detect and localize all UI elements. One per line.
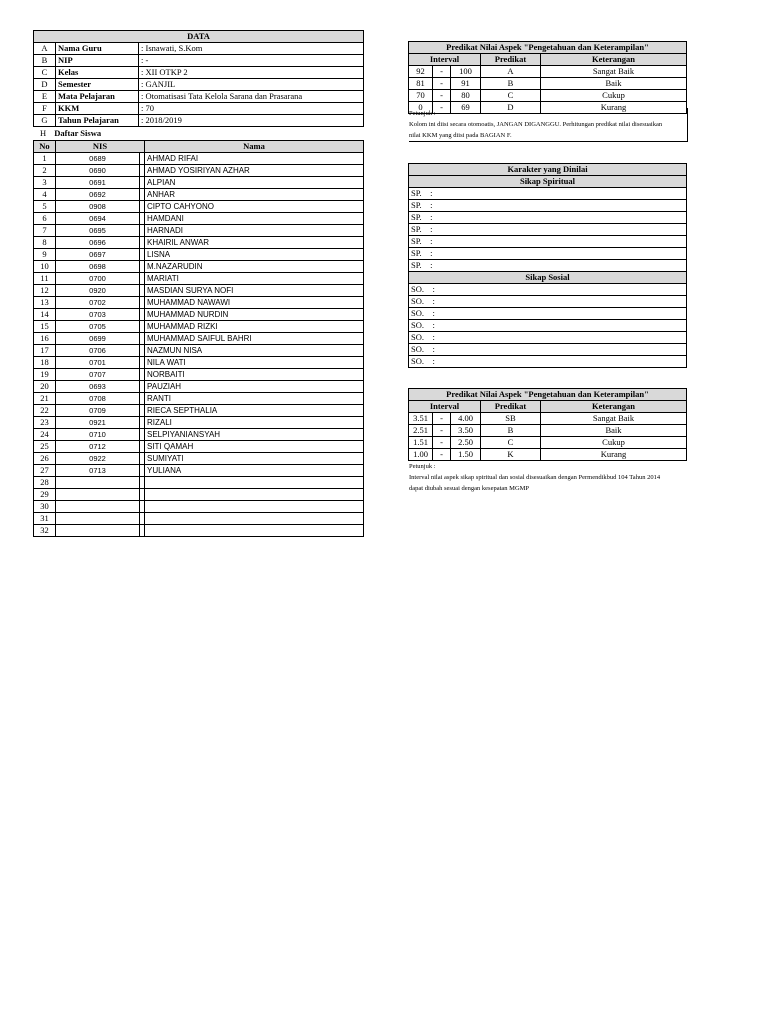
data-row-code: E bbox=[34, 91, 56, 103]
sosial-row bbox=[409, 284, 687, 296]
sosial-item: SO. : bbox=[409, 332, 687, 344]
siswa-no: 30 bbox=[34, 501, 56, 513]
predikat2-row bbox=[409, 437, 687, 449]
siswa-no: 8 bbox=[34, 237, 56, 249]
siswa-no: 29 bbox=[34, 489, 56, 501]
siswa-no: 5 bbox=[34, 201, 56, 213]
siswa-row bbox=[34, 429, 364, 441]
predikat2-max: 2.50 bbox=[451, 437, 481, 449]
siswa-title: Daftar Siswa bbox=[54, 128, 102, 138]
data-row bbox=[34, 115, 364, 127]
siswa-nama: CIPTO CAHYONO bbox=[145, 201, 364, 213]
data-row bbox=[34, 67, 364, 79]
predikat2-ket: Sangat Baik bbox=[541, 413, 687, 425]
siswa-section-label bbox=[40, 128, 101, 139]
data-row-value: : 70 bbox=[139, 103, 364, 115]
predikat2-min: 1.51 bbox=[409, 437, 433, 449]
siswa-no: 27 bbox=[34, 465, 56, 477]
data-row-label: Kelas bbox=[56, 67, 139, 79]
siswa-nis: 0690 bbox=[56, 165, 140, 177]
spiritual-item: SP. : bbox=[409, 200, 687, 212]
siswa-row bbox=[34, 477, 364, 489]
siswa-no: 21 bbox=[34, 393, 56, 405]
siswa-row bbox=[34, 213, 364, 225]
predikat1-ket: Sangat Baik bbox=[541, 66, 687, 78]
siswa-nis bbox=[56, 513, 140, 525]
siswa-nis: 0696 bbox=[56, 237, 140, 249]
predikat1-ket: Kurang bbox=[541, 102, 687, 114]
siswa-nama bbox=[145, 489, 364, 501]
siswa-no: 23 bbox=[34, 417, 56, 429]
siswa-nis: 0699 bbox=[56, 333, 140, 345]
siswa-row bbox=[34, 285, 364, 297]
siswa-nis: 0920 bbox=[56, 285, 140, 297]
siswa-nama bbox=[145, 525, 364, 537]
siswa-nis: 0709 bbox=[56, 405, 140, 417]
siswa-header-nis: NIS bbox=[56, 141, 145, 153]
predikat2-ket: Baik bbox=[541, 425, 687, 437]
predikat-2-header-predikat: Predikat bbox=[481, 401, 541, 413]
siswa-nis: 0700 bbox=[56, 273, 140, 285]
siswa-header-no: No bbox=[34, 141, 56, 153]
predikat1-sep: - bbox=[433, 102, 451, 114]
data-row-value: : 2018/2019 bbox=[139, 115, 364, 127]
siswa-row bbox=[34, 177, 364, 189]
siswa-nama bbox=[145, 501, 364, 513]
spiritual-row bbox=[409, 248, 687, 260]
predikat1-max: 100 bbox=[451, 66, 481, 78]
siswa-nama: NAZMUN NISA bbox=[145, 345, 364, 357]
siswa-nis: 0705 bbox=[56, 321, 140, 333]
siswa-nis bbox=[56, 501, 140, 513]
siswa-row bbox=[34, 297, 364, 309]
siswa-no: 22 bbox=[34, 405, 56, 417]
predikat1-row bbox=[409, 78, 687, 90]
siswa-row bbox=[34, 405, 364, 417]
spiritual-row bbox=[409, 212, 687, 224]
predikat-table-1 bbox=[408, 41, 687, 114]
siswa-nama: HAMDANI bbox=[145, 213, 364, 225]
siswa-row bbox=[34, 153, 364, 165]
siswa-header-row bbox=[34, 141, 364, 153]
predikat2-predikat: K bbox=[481, 449, 541, 461]
siswa-no: 11 bbox=[34, 273, 56, 285]
data-row-code: B bbox=[34, 55, 56, 67]
siswa-row bbox=[34, 393, 364, 405]
sosial-row bbox=[409, 308, 687, 320]
siswa-no: 3 bbox=[34, 177, 56, 189]
predikat-2-header-ket: Keterangan bbox=[541, 401, 687, 413]
data-row-label: Nama Guru bbox=[56, 43, 139, 55]
karakter-title: Karakter yang Dinilai bbox=[409, 164, 687, 176]
sosial-item: SO. : bbox=[409, 356, 687, 368]
predikat1-min: 70 bbox=[409, 90, 433, 102]
siswa-nis: 0703 bbox=[56, 309, 140, 321]
predikat-1-title: Predikat Nilai Aspek "Pengetahuan dan Keterampilan" bbox=[409, 42, 687, 54]
siswa-nama: SUMIYATI bbox=[145, 453, 364, 465]
siswa-row bbox=[34, 321, 364, 333]
sosial-row bbox=[409, 320, 687, 332]
siswa-nama: HARNADI bbox=[145, 225, 364, 237]
siswa-nama: AHMAD YOSIRIYAN AZHAR bbox=[145, 165, 364, 177]
siswa-nama: SITI QAMAH bbox=[145, 441, 364, 453]
spiritual-row bbox=[409, 260, 687, 272]
siswa-nis bbox=[56, 525, 140, 537]
predikat2-min: 1.00 bbox=[409, 449, 433, 461]
predikat1-sep: - bbox=[433, 78, 451, 90]
siswa-row bbox=[34, 237, 364, 249]
data-row-code: A bbox=[34, 43, 56, 55]
data-row-code: D bbox=[34, 79, 56, 91]
predikat2-predikat: B bbox=[481, 425, 541, 437]
siswa-row bbox=[34, 369, 364, 381]
predikat2-note-line: Petunjuk : bbox=[409, 463, 436, 470]
predikat2-note-line: Interval nilai aspek sikap spiritual dan sosial disesuaikan dengan Permendikbud 104 Tahun 2014 bbox=[409, 474, 661, 481]
spiritual-item: SP. : bbox=[409, 260, 687, 272]
siswa-row bbox=[34, 225, 364, 237]
predikat2-max: 1.50 bbox=[451, 449, 481, 461]
predikat-table-2 bbox=[408, 388, 687, 461]
predikat-1-header-predikat: Predikat bbox=[481, 54, 541, 66]
siswa-no: 25 bbox=[34, 441, 56, 453]
predikat1-predikat: A bbox=[481, 66, 541, 78]
siswa-nis: 0706 bbox=[56, 345, 140, 357]
data-row-label: NIP bbox=[56, 55, 139, 67]
siswa-table bbox=[33, 140, 364, 537]
predikat2-min: 2.51 bbox=[409, 425, 433, 437]
sosial-title-row bbox=[409, 272, 687, 284]
siswa-nama: NILA WATI bbox=[145, 357, 364, 369]
siswa-nis: 0691 bbox=[56, 177, 140, 189]
data-row-value: : Isnawati, S.Kom bbox=[139, 43, 364, 55]
siswa-nis: 0698 bbox=[56, 261, 140, 273]
siswa-no: 31 bbox=[34, 513, 56, 525]
siswa-row bbox=[34, 441, 364, 453]
siswa-no: 20 bbox=[34, 381, 56, 393]
siswa-row bbox=[34, 465, 364, 477]
data-table bbox=[33, 30, 364, 127]
siswa-no: 9 bbox=[34, 249, 56, 261]
siswa-row bbox=[34, 381, 364, 393]
siswa-nama: MASDIAN SURYA NOFI bbox=[145, 285, 364, 297]
siswa-no: 1 bbox=[34, 153, 56, 165]
siswa-no: 17 bbox=[34, 345, 56, 357]
sosial-item: SO. : bbox=[409, 284, 687, 296]
spiritual-item: SP. : bbox=[409, 248, 687, 260]
predikat-1-note bbox=[409, 108, 688, 142]
siswa-nis: 0707 bbox=[56, 369, 140, 381]
spiritual-item: SP. : bbox=[409, 188, 687, 200]
data-row-label: Semester bbox=[56, 79, 139, 91]
data-row bbox=[34, 79, 364, 91]
siswa-no: 6 bbox=[34, 213, 56, 225]
predikat1-sep: - bbox=[433, 90, 451, 102]
siswa-nama: RIECA SEPTHALIA bbox=[145, 405, 364, 417]
data-title-row bbox=[34, 31, 364, 43]
spiritual-row bbox=[409, 200, 687, 212]
predikat1-ket: Baik bbox=[541, 78, 687, 90]
siswa-no: 18 bbox=[34, 357, 56, 369]
siswa-no: 15 bbox=[34, 321, 56, 333]
siswa-no: 10 bbox=[34, 261, 56, 273]
siswa-nama: ALPIAN bbox=[145, 177, 364, 189]
siswa-nis: 0702 bbox=[56, 297, 140, 309]
siswa-row bbox=[34, 333, 364, 345]
siswa-row bbox=[34, 357, 364, 369]
data-row-value: : Otomatisasi Tata Kelola Sarana dan Prasarana bbox=[139, 91, 364, 103]
siswa-nama: MARIATI bbox=[145, 273, 364, 285]
data-row-value: : XII OTKP 2 bbox=[139, 67, 364, 79]
predikat2-max: 4.00 bbox=[451, 413, 481, 425]
data-row-code: G bbox=[34, 115, 56, 127]
predikat1-row bbox=[409, 90, 687, 102]
predikat-2-header-interval: Interval bbox=[409, 401, 481, 413]
predikat1-max: 69 bbox=[451, 102, 481, 114]
siswa-no: 14 bbox=[34, 309, 56, 321]
predikat1-note-line: nilai KKM yang diisi pada BAGIAN F. bbox=[409, 132, 512, 139]
siswa-no: 19 bbox=[34, 369, 56, 381]
siswa-nis: 0692 bbox=[56, 189, 140, 201]
siswa-no: 24 bbox=[34, 429, 56, 441]
data-row bbox=[34, 103, 364, 115]
siswa-no: 16 bbox=[34, 333, 56, 345]
predikat1-min: 92 bbox=[409, 66, 433, 78]
predikat2-max: 3.50 bbox=[451, 425, 481, 437]
sosial-item: SO. : bbox=[409, 344, 687, 356]
predikat1-min: 0 bbox=[409, 102, 433, 114]
sosial-row bbox=[409, 332, 687, 344]
data-row bbox=[34, 91, 364, 103]
predikat1-ket: Cukup bbox=[541, 90, 687, 102]
siswa-row bbox=[34, 525, 364, 537]
predikat1-max: 80 bbox=[451, 90, 481, 102]
spiritual-title: Sikap Spiritual bbox=[409, 176, 687, 188]
siswa-nis: 0921 bbox=[56, 417, 140, 429]
predikat2-ket: Kurang bbox=[541, 449, 687, 461]
siswa-no: 28 bbox=[34, 477, 56, 489]
siswa-nis: 0701 bbox=[56, 357, 140, 369]
predikat1-note-line: Petunjuk : bbox=[409, 110, 436, 117]
predikat2-row bbox=[409, 425, 687, 437]
siswa-nama: MUHAMMAD RIZKI bbox=[145, 321, 364, 333]
siswa-nis: 0713 bbox=[56, 465, 140, 477]
data-row-label: Mata Pelajaran bbox=[56, 91, 139, 103]
predikat1-sep: - bbox=[433, 66, 451, 78]
predikat-2-title: Predikat Nilai Aspek "Pengetahuan dan Keterampilan" bbox=[409, 389, 687, 401]
siswa-nis: 0708 bbox=[56, 393, 140, 405]
data-row-label: KKM bbox=[56, 103, 139, 115]
spiritual-row bbox=[409, 224, 687, 236]
predikat1-note-line: Kolom ini diisi secara otomoatis, JANGAN DIGANGGU. Perhitungan predikat nilai disesuaikan bbox=[409, 121, 663, 128]
data-row-code: C bbox=[34, 67, 56, 79]
predikat2-min: 3.51 bbox=[409, 413, 433, 425]
siswa-header-nama: Nama bbox=[145, 141, 364, 153]
siswa-row bbox=[34, 273, 364, 285]
data-row-value: : GANJIL bbox=[139, 79, 364, 91]
siswa-nama: ANHAR bbox=[145, 189, 364, 201]
siswa-nama: YULIANA bbox=[145, 465, 364, 477]
spiritual-item: SP. : bbox=[409, 212, 687, 224]
data-row-label: Tahun Pelajaran bbox=[56, 115, 139, 127]
siswa-nis: 0689 bbox=[56, 153, 140, 165]
predikat2-sep: - bbox=[433, 449, 451, 461]
predikat2-predikat: SB bbox=[481, 413, 541, 425]
predikat2-sep: - bbox=[433, 437, 451, 449]
siswa-nis: 0710 bbox=[56, 429, 140, 441]
siswa-nama: SELPIYANIANSYAH bbox=[145, 429, 364, 441]
siswa-nama: MUHAMMAD NURDIN bbox=[145, 309, 364, 321]
siswa-row bbox=[34, 261, 364, 273]
siswa-row bbox=[34, 345, 364, 357]
siswa-nama: NORBAITI bbox=[145, 369, 364, 381]
siswa-row bbox=[34, 489, 364, 501]
predikat2-row bbox=[409, 449, 687, 461]
sosial-row bbox=[409, 344, 687, 356]
siswa-no: 26 bbox=[34, 453, 56, 465]
spiritual-item: SP. : bbox=[409, 236, 687, 248]
sosial-item: SO. : bbox=[409, 308, 687, 320]
siswa-nama: KHAIRIL ANWAR bbox=[145, 237, 364, 249]
siswa-row bbox=[34, 165, 364, 177]
siswa-no: 2 bbox=[34, 165, 56, 177]
sosial-item: SO. : bbox=[409, 320, 687, 332]
data-title: DATA bbox=[34, 31, 364, 43]
siswa-nama: RANTI bbox=[145, 393, 364, 405]
siswa-row bbox=[34, 453, 364, 465]
predikat-1-header-ket: Keterangan bbox=[541, 54, 687, 66]
siswa-no: 13 bbox=[34, 297, 56, 309]
siswa-no: 32 bbox=[34, 525, 56, 537]
sosial-item: SO. : bbox=[409, 296, 687, 308]
predikat1-max: 91 bbox=[451, 78, 481, 90]
siswa-nis bbox=[56, 489, 140, 501]
predikat1-predikat: C bbox=[481, 90, 541, 102]
siswa-row bbox=[34, 201, 364, 213]
predikat1-predikat: D bbox=[481, 102, 541, 114]
siswa-nama: M.NAZARUDIN bbox=[145, 261, 364, 273]
siswa-nis: 0697 bbox=[56, 249, 140, 261]
data-row bbox=[34, 43, 364, 55]
spiritual-row bbox=[409, 236, 687, 248]
predikat2-predikat: C bbox=[481, 437, 541, 449]
predikat2-row bbox=[409, 413, 687, 425]
siswa-nama bbox=[145, 477, 364, 489]
siswa-nama: AHMAD RIFAI bbox=[145, 153, 364, 165]
predikat2-ket: Cukup bbox=[541, 437, 687, 449]
siswa-no: 7 bbox=[34, 225, 56, 237]
siswa-nis: 0693 bbox=[56, 381, 140, 393]
sosial-title: Sikap Sosial bbox=[409, 272, 687, 284]
predikat1-row bbox=[409, 66, 687, 78]
sosial-row bbox=[409, 356, 687, 368]
siswa-code: H bbox=[40, 128, 47, 138]
siswa-no: 12 bbox=[34, 285, 56, 297]
siswa-nama: MUHAMMAD SAIFUL BAHRI bbox=[145, 333, 364, 345]
predikat-1-header-interval: Interval bbox=[409, 54, 481, 66]
siswa-no: 4 bbox=[34, 189, 56, 201]
predikat1-predikat: B bbox=[481, 78, 541, 90]
siswa-row bbox=[34, 189, 364, 201]
predikat1-min: 81 bbox=[409, 78, 433, 90]
data-row bbox=[34, 55, 364, 67]
predikat-2-note bbox=[409, 461, 709, 494]
siswa-nis: 0908 bbox=[56, 201, 140, 213]
siswa-nama bbox=[145, 513, 364, 525]
siswa-nis: 0694 bbox=[56, 213, 140, 225]
predikat2-sep: - bbox=[433, 413, 451, 425]
siswa-nis: 0695 bbox=[56, 225, 140, 237]
siswa-nis: 0712 bbox=[56, 441, 140, 453]
siswa-row bbox=[34, 417, 364, 429]
siswa-nama: RIZALI bbox=[145, 417, 364, 429]
predikat2-sep: - bbox=[433, 425, 451, 437]
predikat2-note-line: dapat diubah sesuai dengan kesepatan MGMP bbox=[409, 485, 530, 492]
karakter-table bbox=[408, 163, 687, 368]
data-row-code: F bbox=[34, 103, 56, 115]
siswa-row bbox=[34, 309, 364, 321]
siswa-row bbox=[34, 513, 364, 525]
siswa-row bbox=[34, 249, 364, 261]
siswa-nama: MUHAMMAD NAWAWI bbox=[145, 297, 364, 309]
siswa-nama: LISNA bbox=[145, 249, 364, 261]
siswa-nis: 0922 bbox=[56, 453, 140, 465]
spiritual-item: SP. : bbox=[409, 224, 687, 236]
data-row-value: : - bbox=[139, 55, 364, 67]
siswa-nis bbox=[56, 477, 140, 489]
siswa-nama: PAUZIAH bbox=[145, 381, 364, 393]
sosial-row bbox=[409, 296, 687, 308]
spiritual-row bbox=[409, 188, 687, 200]
siswa-row bbox=[34, 501, 364, 513]
